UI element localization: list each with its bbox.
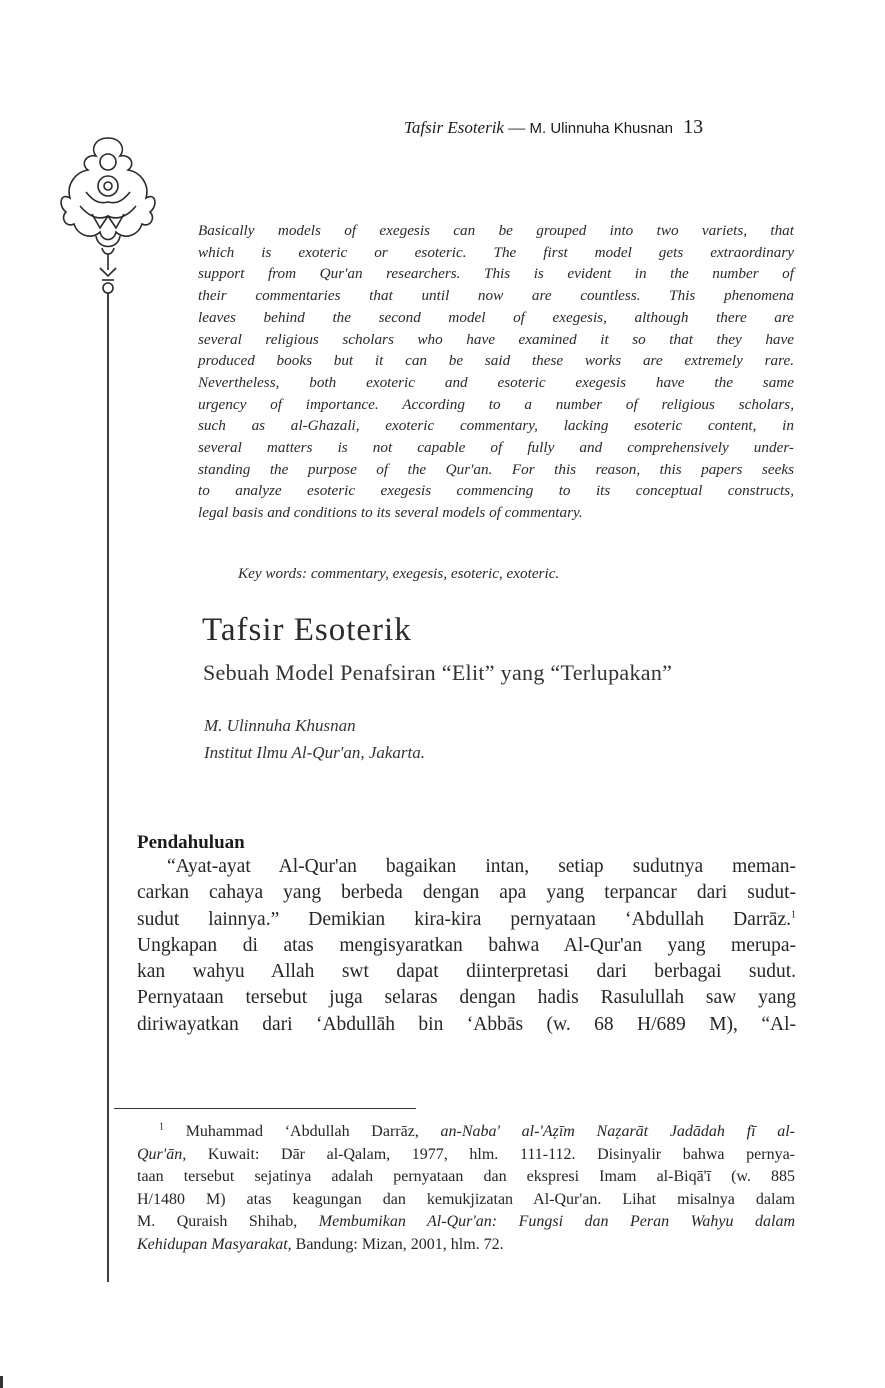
scan-edge-mark bbox=[0, 1376, 3, 1388]
abstract-line: urgency of importance. According to a number of religious scholars, bbox=[198, 395, 794, 413]
footnote-line: H/1480 M) atas keagungan dan kemukjizatan Al-Qur'an. Lihat misalnya dalam bbox=[137, 1190, 795, 1208]
running-author: M. Ulinnuha Khusnan bbox=[529, 120, 673, 137]
header-separator: — bbox=[503, 118, 530, 137]
footnote-text: Bandung: Mizan, 2001, hlm. 72. bbox=[291, 1235, 504, 1253]
article-subtitle: Sebuah Model Penafsiran “Elit” yang “Terlupakan” bbox=[203, 660, 673, 685]
body-line-text: sudut lainnya.” Demikian kira-kira pernyataan ‘Abdullah Darrāz. bbox=[137, 908, 791, 930]
abstract-line: produced books but it can be said these works are extremely rare. bbox=[198, 352, 794, 370]
body-text bbox=[137, 854, 796, 1038]
footnote-number: 1 bbox=[159, 1121, 164, 1133]
abstract-line: Basically models of exegesis can be grouped into two variets, that bbox=[198, 222, 794, 239]
footnote-line bbox=[137, 1144, 795, 1167]
author-name: M. Ulinnuha Khusnan bbox=[204, 716, 356, 735]
keywords: Key words: commentary, exegesis, esoteric, exoteric. bbox=[238, 565, 560, 582]
abstract-line: Nevertheless, both exoteric and esoteric exegesis have the same bbox=[198, 373, 794, 391]
body-line: carkan cahaya yang berbeda dengan apa yang terpancar dari sudut- bbox=[137, 882, 796, 904]
footnote-line bbox=[137, 1234, 795, 1257]
body-line: kan wahyu Allah swt dapat diinterpretasi dari berbagai sudut. bbox=[137, 961, 796, 983]
page-number: 13 bbox=[683, 116, 704, 138]
abstract bbox=[198, 220, 794, 524]
running-header bbox=[404, 116, 703, 139]
floral-vertical-ornament-icon bbox=[56, 132, 160, 1282]
abstract-line: such as al-Ghazali, exoteric commentary, lacking esoteric content, in bbox=[198, 417, 794, 435]
body-line: Pernyataan tersebut juga selaras dengan hadis Rasulullah saw yang bbox=[137, 987, 796, 1009]
footnote-text: M. Quraish Shihab, bbox=[137, 1213, 319, 1230]
abstract-line: which is exoteric or esoteric. The first model gets extraordinary bbox=[198, 243, 794, 261]
abstract-line: legal basis and conditions to its several models of commentary. bbox=[198, 504, 583, 522]
footnote-title: Kehidupan Masyarakat, bbox=[137, 1235, 292, 1253]
section-heading: Pendahuluan bbox=[137, 832, 245, 853]
body-line bbox=[137, 907, 796, 933]
abstract-line: leaves behind the second model of exegesis, although there are bbox=[198, 308, 794, 326]
body-line: Ungkapan di atas mengisyaratkan bahwa Al-Qur'an yang merupa- bbox=[137, 934, 796, 956]
body-line: diriwayatkan dari ‘Abdullāh bin ‘Abbās (w. 68 H/689 M), “Al- bbox=[137, 1013, 796, 1035]
abstract-line: to analyze esoteric exegesis commencing to its conceptual constructs, bbox=[198, 482, 794, 500]
running-title: Tafsir Esoterik bbox=[404, 118, 504, 137]
footnote-title: an-Naba' al-'Aẓīm Naẓarāt Jadādah fī al- bbox=[440, 1123, 795, 1140]
abstract-line: support from Qur'an researchers. This is evident in the number of bbox=[198, 265, 794, 283]
abstract-line: their commentaries that until now are countless. This phenomena bbox=[198, 287, 794, 305]
author-affiliation: Institut Ilmu Al-Qur'an, Jakarta. bbox=[204, 743, 425, 762]
footnote-divider bbox=[114, 1108, 416, 1109]
footnote-title: Membumikan Al-Qur'an: Fungsi dan Peran Wahyu dalam bbox=[318, 1213, 796, 1230]
abstract-line: several matters is not capable of fully and comprehensively under- bbox=[198, 439, 794, 457]
footnote-text: Muhammad ‘Abdullah Darrāz, bbox=[185, 1123, 441, 1140]
footnote-text: Kuwait: Dār al-Qalam, 1977, hlm. 111-112. Disinyalir bahwa pernya- bbox=[186, 1145, 795, 1163]
abstract-line: standing the purpose of the Qur'an. For this reason, this papers seeks bbox=[198, 460, 794, 478]
footnote-line bbox=[137, 1121, 795, 1144]
article-title: Tafsir Esoterik bbox=[202, 612, 412, 648]
abstract-line: several religious scholars who have examined it so that they have bbox=[198, 330, 794, 348]
footnote bbox=[137, 1121, 795, 1256]
footnote-line: taan tersebut sejatinya adalah pernyataan dan ekspresi Imam al-Biqā'ī (w. 885 bbox=[137, 1168, 795, 1185]
body-line: “Ayat-ayat Al-Qur'an bagaikan intan, setiap sudutnya meman- bbox=[167, 856, 796, 877]
footnote-title: Qur'ān, bbox=[137, 1145, 187, 1163]
footnote-reference[interactable]: 1 bbox=[791, 909, 796, 921]
footnote-line bbox=[137, 1211, 795, 1234]
